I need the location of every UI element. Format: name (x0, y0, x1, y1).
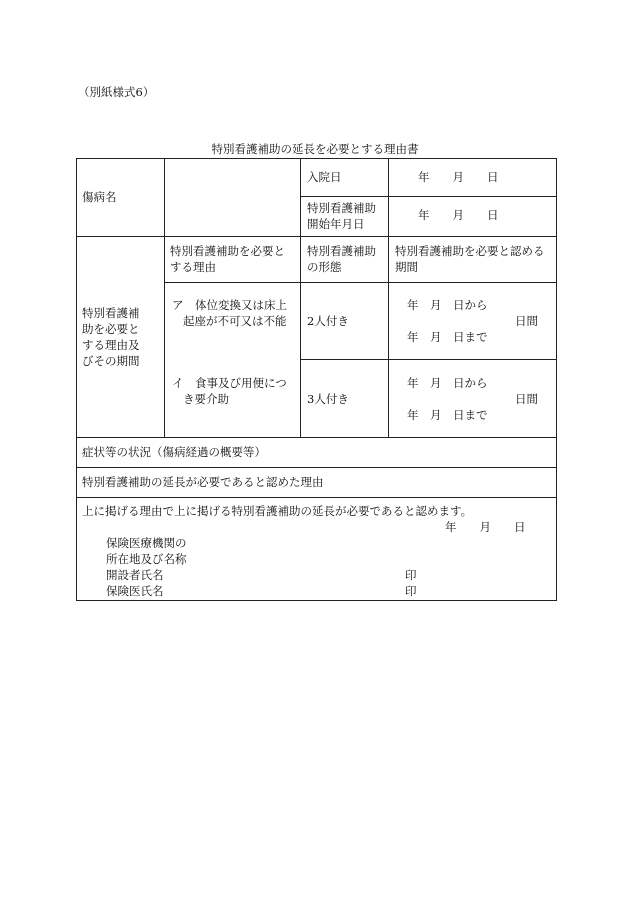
institution-label-2: 所在地及び名称 (106, 552, 187, 566)
form-reference: （別紙様式6） (78, 85, 155, 99)
symptoms-label: 症状等の状況（傷病経過の概要等） (82, 445, 266, 459)
form-3-persons: 3人付き (307, 392, 349, 406)
period-header-2: 期間 (395, 260, 418, 274)
start-date-label-2: 開始年月日 (307, 217, 365, 231)
admission-date-field[interactable]: 年 月 日 (418, 170, 499, 184)
reason-header-1: 特別看護補助を必要と (170, 244, 285, 258)
doctor-seal: 印 (405, 584, 417, 598)
period-2-from[interactable]: 年 月 日から (407, 298, 488, 312)
institution-label-1: 保険医療機関の (106, 536, 187, 550)
period-3-from[interactable]: 年 月 日から (407, 376, 488, 390)
form-header-2: の形態 (307, 260, 342, 274)
period-side-label-3: する理由及 (82, 338, 140, 352)
period-2-days[interactable]: 日間 (515, 314, 538, 328)
certification-date[interactable]: 年 月 日 (445, 520, 526, 534)
period-side-label-1: 特別看護補 (82, 306, 140, 320)
disease-name-field[interactable] (165, 159, 299, 235)
period-2-to[interactable]: 年 月 日まで (407, 330, 488, 344)
reason-a-line-2: 起座が不可又は不能 (183, 314, 287, 328)
reason-i-line-2: き要介助 (183, 392, 229, 406)
form-2-persons: 2人付き (307, 314, 349, 328)
form-header-1: 特別看護補助 (307, 244, 376, 258)
period-3-to[interactable]: 年 月 日まで (407, 408, 488, 422)
certification-statement: 上に掲げる理由で上に掲げる特別看護補助の延長が必要であると認めます。 (82, 504, 473, 518)
reason-header-2: する理由 (170, 260, 216, 274)
page-title: 特別看護補助の延長を必要とする理由書 (211, 142, 419, 156)
start-date-field[interactable]: 年 月 日 (418, 208, 499, 222)
period-side-label-2: 助を必要と (82, 322, 140, 336)
founder-name-label: 開設者氏名 (106, 568, 164, 582)
doctor-name-label: 保険医氏名 (106, 584, 164, 598)
disease-name-label: 傷病名 (82, 190, 117, 204)
founder-seal: 印 (405, 568, 417, 582)
start-date-label-1: 特別看護補助 (307, 201, 376, 215)
period-side-label-4: びその期間 (82, 354, 140, 368)
recognized-reason-label: 特別看護補助の延長が必要であると認めた理由 (82, 475, 324, 489)
period-header-1: 特別看護補助を必要と認める (395, 244, 545, 258)
admission-date-label: 入院日 (307, 170, 342, 184)
reason-a-line-1: ア 体位変換又は床上 (172, 298, 287, 312)
reason-i-line-1: イ 食事及び用便につ (172, 376, 287, 390)
period-3-days[interactable]: 日間 (515, 392, 538, 406)
